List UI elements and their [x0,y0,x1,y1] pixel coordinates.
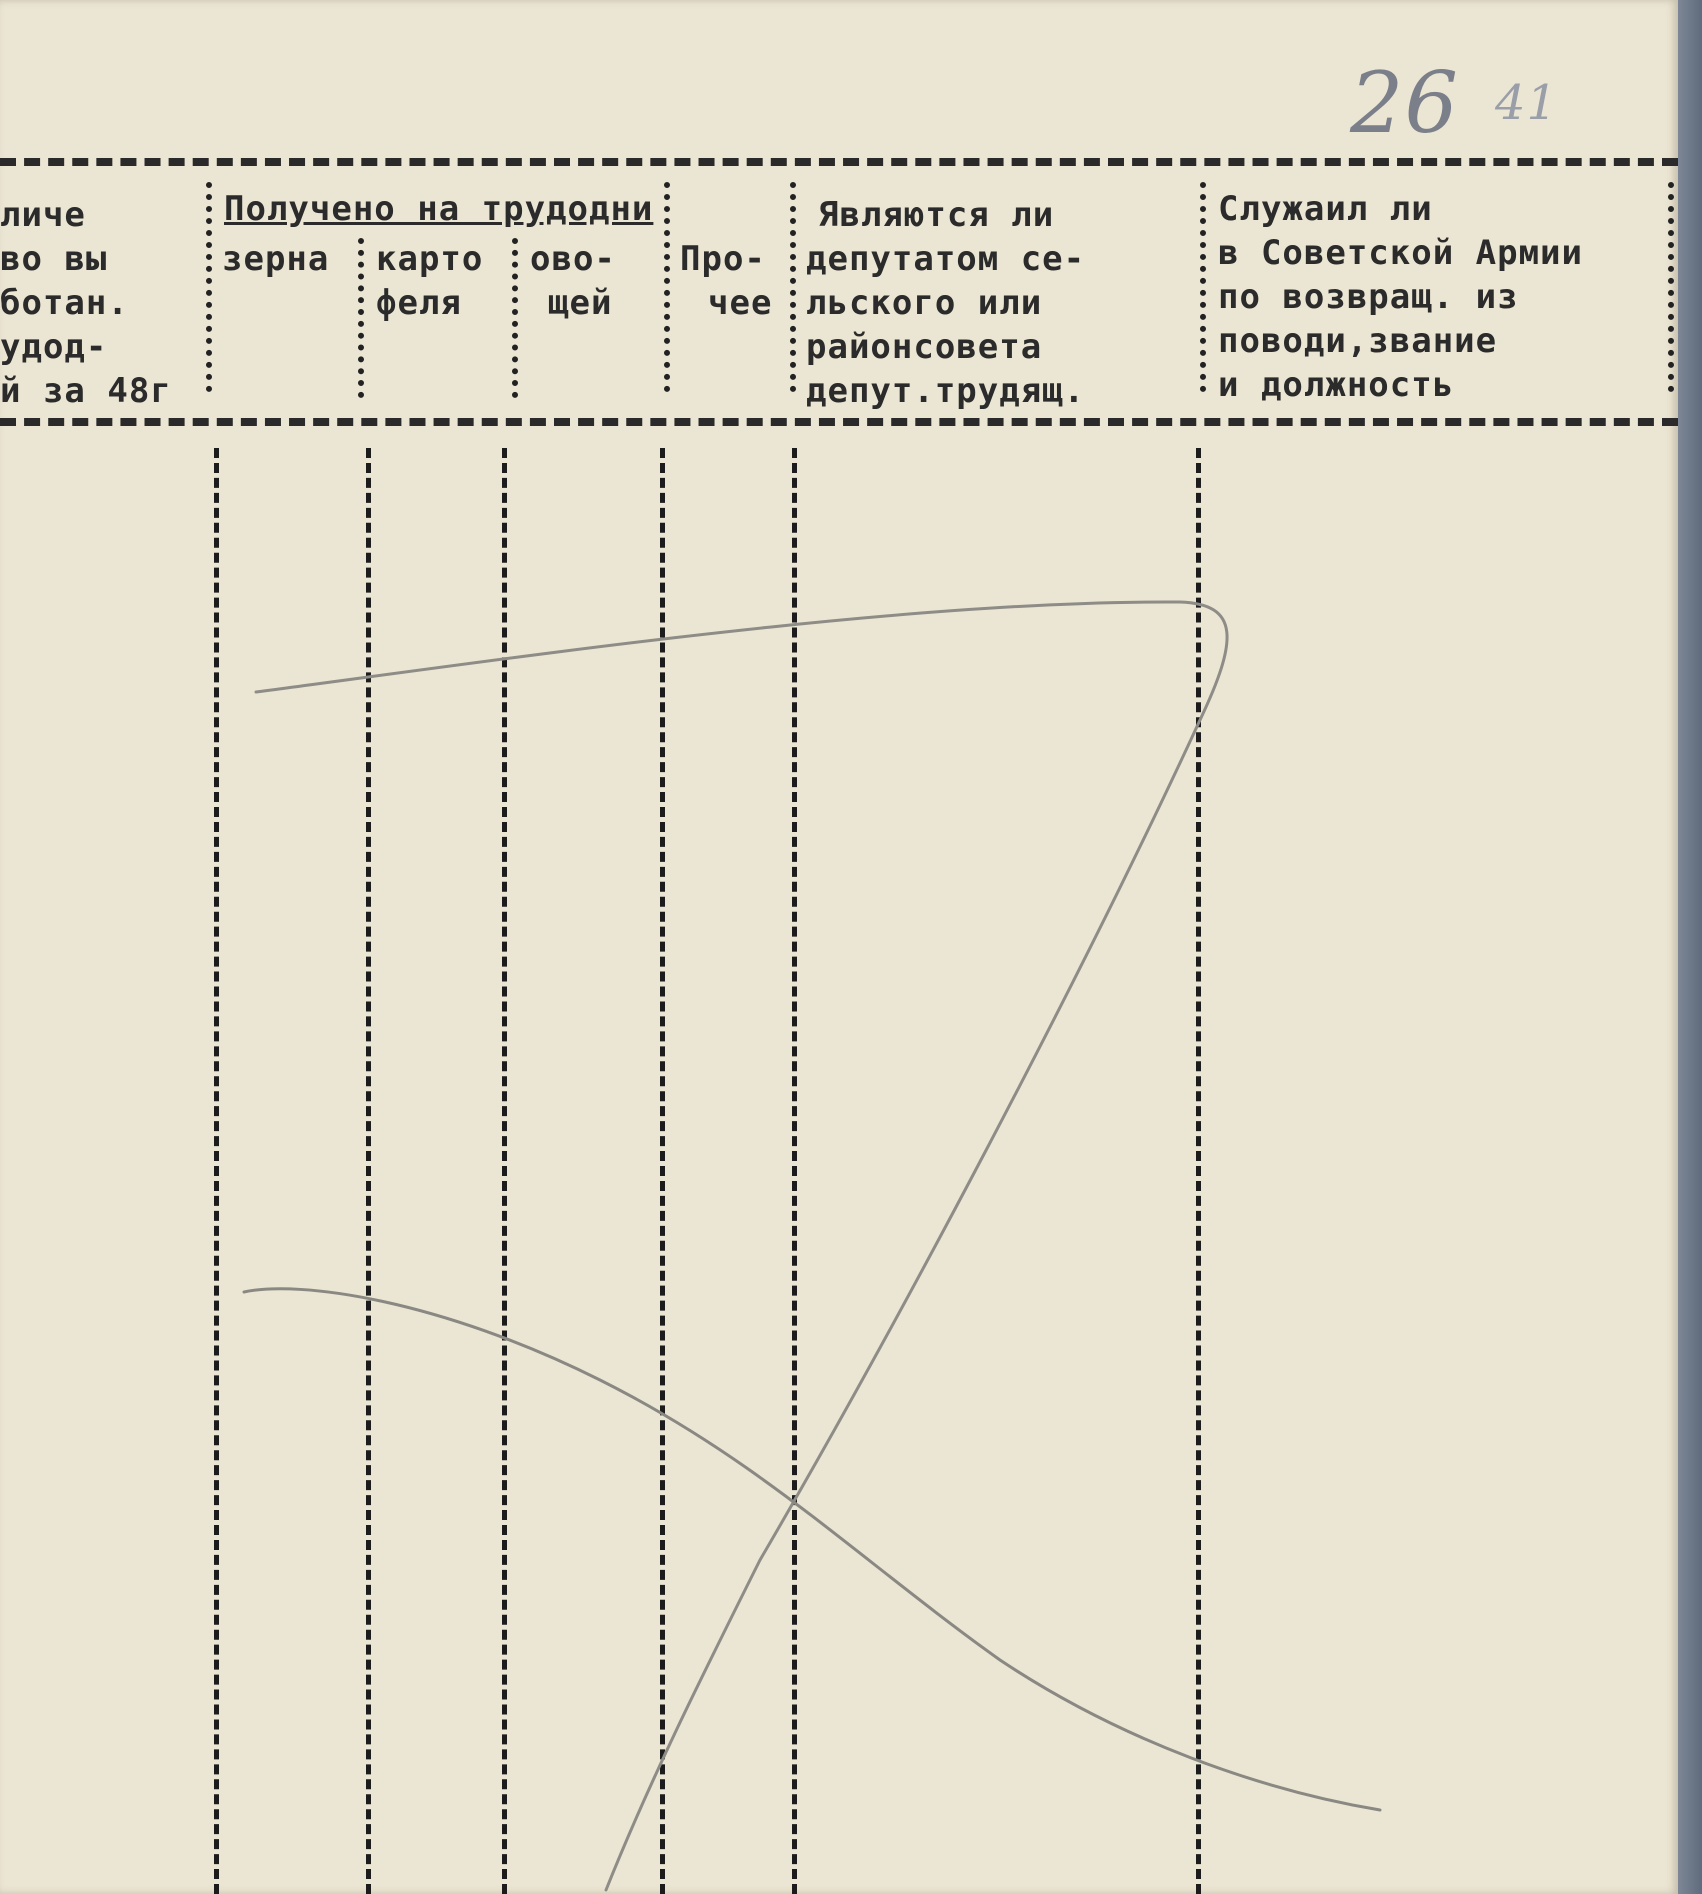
col-workdays-line1: личе [0,195,86,235]
col-deputy-line4: районсовета [806,327,1043,367]
col-workdays-line4: удод- [0,327,108,367]
col-vegetables-line2: щей [548,283,613,323]
col-army-line5: и должность [1218,365,1455,405]
col-potatoes-line1: карто [376,239,484,279]
background-edge [1678,0,1702,1894]
col-workdays-line2: во вы [0,239,108,279]
received-on-workdays-heading: Получено на трудодни [224,189,654,229]
col-deputy-line5: депут.трудящ. [806,371,1086,411]
col-vegetables-line1: ово- [530,239,616,279]
col-deputy-line1: Являются ли [818,195,1055,235]
col-army-line2: в Советской Армии [1218,233,1583,273]
col-deputy-line3: льского или [806,283,1043,323]
col-grain: зерна [222,239,330,279]
col-other-line2: чее [708,283,773,323]
col-other-line1: Про- [680,239,766,279]
archive-page-number: 26 [1350,54,1459,152]
col-deputy-line2: депутатом се- [806,239,1086,279]
col-workdays-line5: й за 48г [0,371,172,411]
col-army-line1: Служаил ли [1218,189,1433,229]
col-army-line4: поводи,звание [1218,321,1498,361]
col-potatoes-line2: феля [376,283,462,323]
col-workdays-line3: ботан. [0,283,129,323]
archive-page-number-secondary: 41 [1495,75,1559,131]
col-army-line3: по возвращ. из [1218,277,1519,317]
